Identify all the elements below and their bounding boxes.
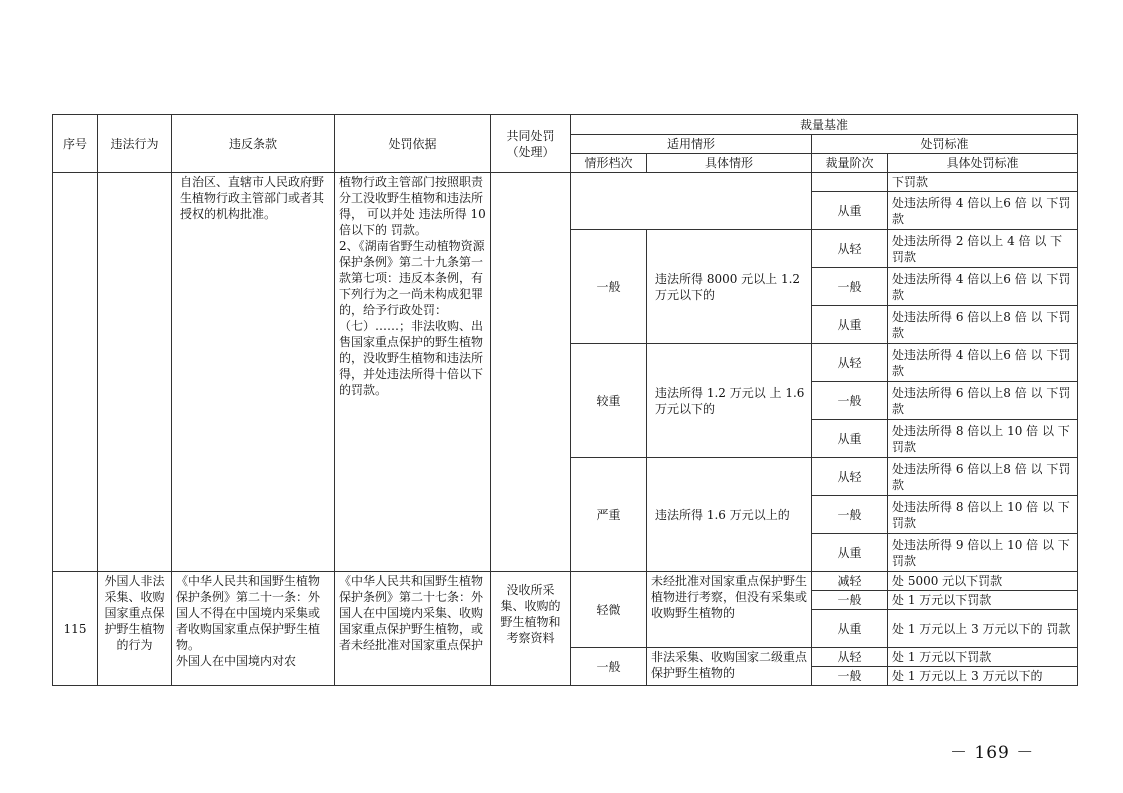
entry-115-basis: 《中华人民共和国野生植物保护条例》第二十七条：外国人在中国境内采集、收购国家重点保护野生植物，或者未经批准对国家重点保护 xyxy=(335,572,491,686)
standard-cell: 处 1 万元以上 3 万元以下的 罚款 xyxy=(888,610,1078,648)
grade-cell: 从轻 xyxy=(812,344,888,382)
level-cell: 较重 xyxy=(571,344,647,458)
level-cell: 轻微 xyxy=(571,572,647,648)
standard-cell: 处违法所得 6 倍以上8 倍 以 下罚款 xyxy=(888,306,1078,344)
standard-cell: 处违法所得 4 倍以上6 倍 以 下罚款 xyxy=(888,268,1078,306)
situation-cell: 违法所得 1.6 万元以上的 xyxy=(647,458,812,572)
continued-basis-text: 植物行政主管部门按照职责分工没收野生植物和违法所得， 可以并处 违法所得 10 倍以下的 罚款。 2、《湖南省野生动植物资源保护条例》第二十九条第一款第七项：违反本条例，有下列行为之一尚未构成犯罪的，给予行政处罚： （七）……；非法收购、出售国家重点保护的野生植物的，没收野生植物和违法所得，并处违法所得十倍以下的罚款。 xyxy=(335,173,491,572)
grade-cell: 从重 xyxy=(812,610,888,648)
standard-cell: 处违法所得 8 倍以上 10 倍 以 下罚款 xyxy=(888,496,1078,534)
header-clause: 违反条款 xyxy=(172,115,335,173)
standard-cell: 处 5000 元以下罚款 xyxy=(888,572,1078,591)
grade-cell: 一般 xyxy=(812,667,888,686)
grade-cell: 从轻 xyxy=(812,648,888,667)
standard-cell: 处 1 万元以下罚款 xyxy=(888,648,1078,667)
header-common: 共同处罚（处理） xyxy=(491,115,571,173)
grade-cell: 减轻 xyxy=(812,572,888,591)
grade-cell: 一般 xyxy=(812,496,888,534)
level-cell: 一般 xyxy=(571,648,647,686)
standard-cell: 处违法所得 4 倍以上6 倍 以 下罚款 xyxy=(888,344,1078,382)
standard-cell: 处违法所得 6 倍以上8 倍 以 下罚款 xyxy=(888,458,1078,496)
continued-seq-cell xyxy=(53,173,98,572)
standard-cell: 下罚款 xyxy=(888,173,1078,192)
grade-cell: 从重 xyxy=(812,192,888,230)
page-number: － 169 － xyxy=(950,743,1035,763)
header-situation: 具体情形 xyxy=(647,154,812,173)
standard-cell: 处违法所得 6 倍以上8 倍 以 下罚款 xyxy=(888,382,1078,420)
header-seq: 序号 xyxy=(53,115,98,173)
grade-cell: 从重 xyxy=(812,306,888,344)
standard-cell: 处 1 万元以上 3 万元以下的 xyxy=(888,667,1078,686)
grade-cell xyxy=(812,173,888,192)
standard-cell: 处违法所得 8 倍以上 10 倍 以 下罚款 xyxy=(888,420,1078,458)
situation-cell: 违法所得 1.2 万元以 上 1.6 万元以下的 xyxy=(647,344,812,458)
grade-cell: 一般 xyxy=(812,268,888,306)
continued-top-blank xyxy=(571,173,812,230)
entry-115-act: 外国人非法采集、收购国家重点保护野生植物的行为 xyxy=(98,572,172,686)
entry-115-seq: 115 xyxy=(53,572,98,686)
header-specific: 具体处罚标准 xyxy=(888,154,1078,173)
header-standard: 处罚标准 xyxy=(812,135,1078,154)
header-basis: 处罚依据 xyxy=(335,115,491,173)
level-cell: 严重 xyxy=(571,458,647,572)
grade-cell: 一般 xyxy=(812,591,888,610)
situation-cell: 未经批准对国家重点保护野生植物进行考察，但没有采集或收购野生植物的 xyxy=(647,572,812,648)
grade-cell: 从重 xyxy=(812,534,888,572)
grade-cell: 从轻 xyxy=(812,458,888,496)
entry-115-clause: 《中华人民共和国野生植物保护条例》第二十一条：外国人不得在中国境内采集或者收购国家重点保护野生植物。 外国人在中国境内对农 xyxy=(172,572,335,686)
grade-cell: 从重 xyxy=(812,420,888,458)
grade-cell: 从轻 xyxy=(812,230,888,268)
continued-clause-text: 自治区、直辖市人民政府野生植物行政主管部门或者其授权的机构批准。 xyxy=(172,173,335,572)
continued-act-cell xyxy=(98,173,172,572)
standard-cell: 处 1 万元以下罚款 xyxy=(888,591,1078,610)
entry-115-common: 没收所采集、收购的野生植物和考察资料 xyxy=(491,572,571,686)
header-applicable: 适用情形 xyxy=(571,135,812,154)
header-discretion: 裁量基准 xyxy=(571,115,1078,135)
grade-cell: 一般 xyxy=(812,382,888,420)
header-grade: 裁量阶次 xyxy=(812,154,888,173)
level-cell: 一般 xyxy=(571,230,647,344)
header-level: 情形档次 xyxy=(571,154,647,173)
standard-cell: 处违法所得 9 倍以上 10 倍 以 下罚款 xyxy=(888,534,1078,572)
header-act: 违法行为 xyxy=(98,115,172,173)
standard-cell: 处违法所得 4 倍以上6 倍 以 下罚款 xyxy=(888,192,1078,230)
standard-cell: 处违法所得 2 倍以上 4 倍 以 下罚款 xyxy=(888,230,1078,268)
situation-cell: 违法所得 8000 元以上 1.2 万元以下的 xyxy=(647,230,812,344)
continued-common-cell xyxy=(491,173,571,572)
discretion-standard-table xyxy=(52,114,1078,686)
situation-cell: 非法采集、收购国家二级重点保护野生植物的 xyxy=(647,648,812,686)
